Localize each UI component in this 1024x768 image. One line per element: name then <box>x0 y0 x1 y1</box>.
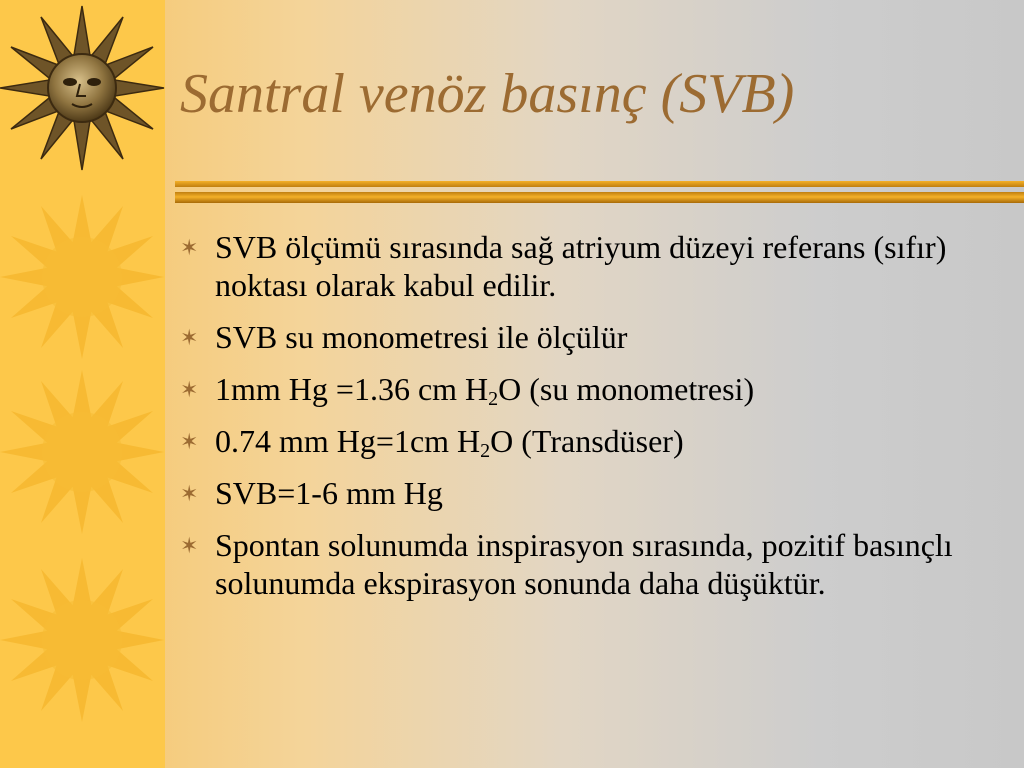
six-pointed-star-icon: ✶ <box>180 325 199 350</box>
bullet-item <box>180 474 1010 512</box>
bullet-list <box>180 228 1010 616</box>
bullet-item <box>180 370 1010 408</box>
subscript: 2 <box>480 440 491 462</box>
bullet-text: SVB su monometresi ile ölçülür <box>215 319 628 355</box>
sun-core-icon <box>42 412 122 492</box>
six-pointed-star-icon: ✶ <box>180 533 199 558</box>
sun-decoration <box>0 0 165 768</box>
sun-face-icon <box>0 6 164 170</box>
slide-title: Santral venöz basınç (SVB) <box>180 63 795 125</box>
title-divider <box>175 181 1024 205</box>
bullet-text-pre: 1mm Hg =1.36 cm H <box>215 371 489 407</box>
bullet-text: Spontan solunumda inspirasyon sırasında, pozitif basınçlı solunumda ekspirasyon sonunda daha düşüktür. <box>215 527 953 601</box>
bullet-item <box>180 422 1010 460</box>
bullet-text-pre: 0.74 mm Hg=1cm H <box>215 423 481 459</box>
sun-core-icon <box>42 600 122 680</box>
six-pointed-star-icon: ✶ <box>180 481 199 506</box>
bullet-text: SVB ölçümü sırasında sağ atriyum düzeyi referans (sıfır) noktası olarak kabul edilir. <box>215 229 947 303</box>
decorative-sun-strip <box>0 0 165 768</box>
bullet-text-post: O (Transdüser) <box>490 423 684 459</box>
bullet-item <box>180 526 1010 602</box>
bullet-text-post: O (su monometresi) <box>498 371 755 407</box>
six-pointed-star-icon: ✶ <box>180 429 199 454</box>
six-pointed-star-icon: ✶ <box>180 377 199 402</box>
subscript: 2 <box>488 388 499 410</box>
bullet-item <box>180 318 1010 356</box>
sun-core-icon <box>42 237 122 317</box>
six-pointed-star-icon: ✶ <box>180 235 199 260</box>
bullet-item <box>180 228 1010 304</box>
bullet-text: SVB=1-6 mm Hg <box>215 475 443 511</box>
